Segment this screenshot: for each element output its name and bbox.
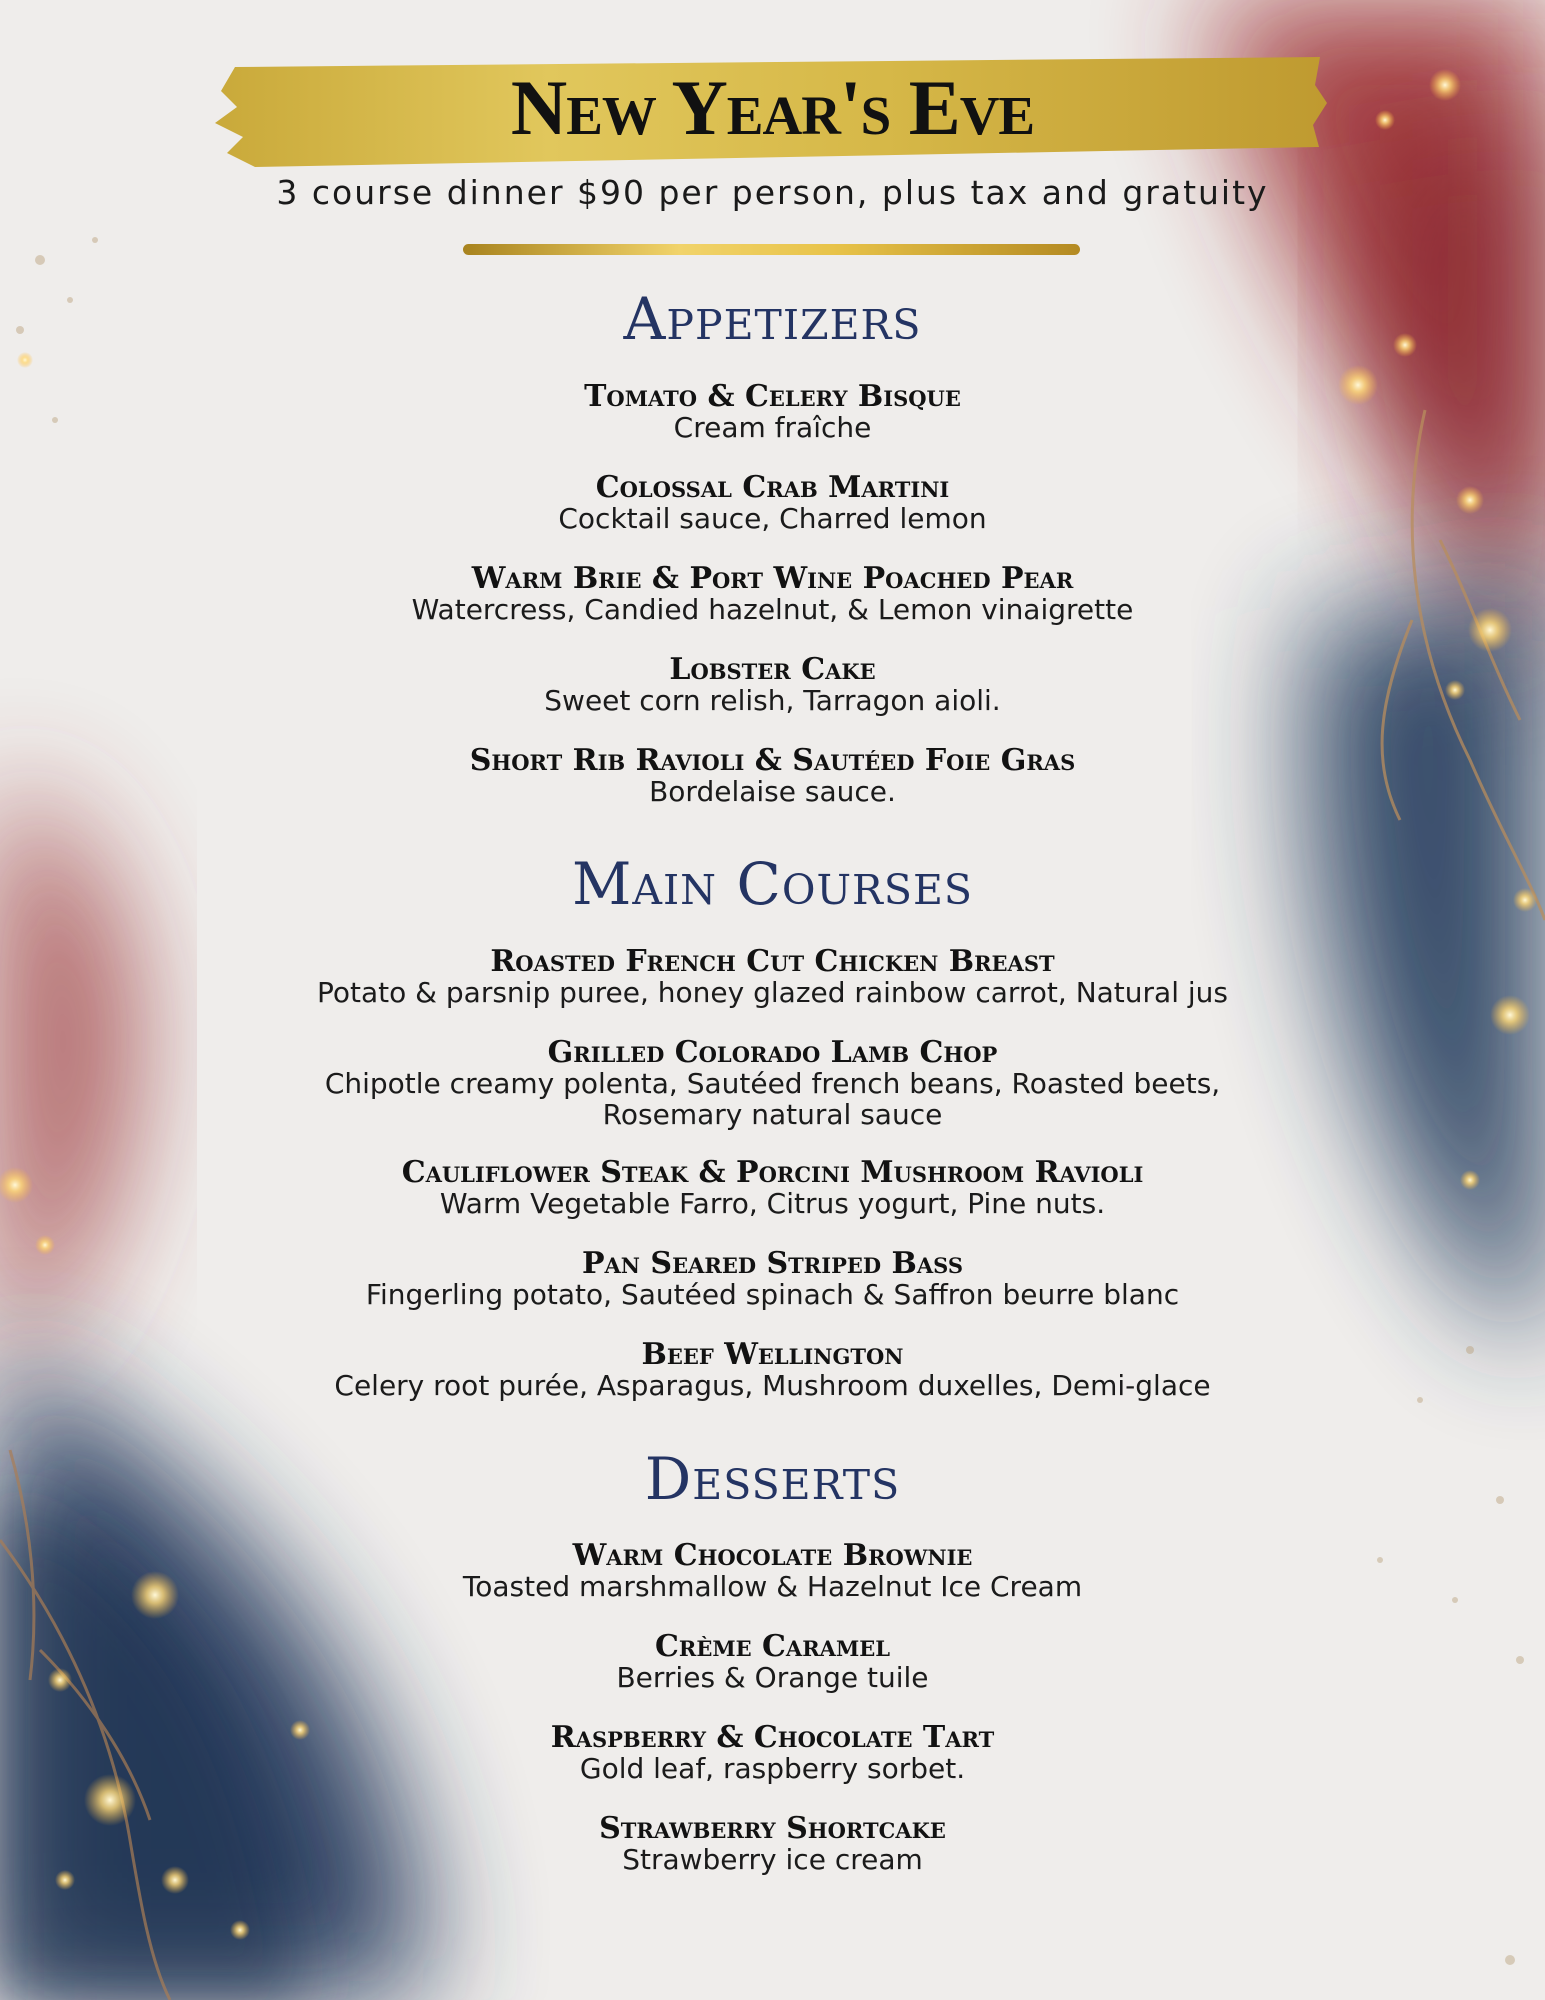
item-name: Strawberry Shortcake [599, 1811, 946, 1846]
item-name: Lobster Cake [669, 652, 876, 687]
item-description: Bordelaise sauce. [649, 775, 896, 808]
item-description: Cocktail sauce, Charred lemon [558, 502, 987, 535]
item-description: Chipotle creamy polenta, Sautéed french beans, Roasted beets, [324, 1067, 1221, 1100]
menu-item [0, 1720, 1545, 1785]
item-description: Fingerling potato, Sautéed spinach & Saffron beurre blanc [365, 1278, 1180, 1311]
item-name: Crème Caramel [655, 1629, 890, 1664]
section-heading-desserts: Desserts [644, 1445, 901, 1513]
title-banner [215, 55, 1330, 170]
gold-divider [463, 244, 1080, 255]
item-name: Short Rib Ravioli & Sautéed Foie Gras [469, 743, 1076, 778]
menu-item [0, 1035, 1545, 1131]
item-description: Gold leaf, raspberry sorbet. [579, 1752, 966, 1785]
page-title: New Year's Eve [510, 64, 1035, 151]
item-name: Tomato & Celery Bisque [584, 379, 961, 414]
item-description: Toasted marshmallow & Hazelnut Ice Cream [462, 1570, 1083, 1603]
menu-item [0, 1629, 1545, 1694]
item-description: Warm Vegetable Farro, Citrus yogurt, Pine nuts. [439, 1187, 1106, 1220]
section-heading-appetizers: Appetizers [623, 285, 922, 353]
menu-item [0, 1246, 1545, 1311]
menu-item [0, 652, 1545, 717]
item-name: Warm Brie & Port Wine Poached Pear [471, 561, 1074, 596]
item-name: Grilled Colorado Lamb Chop [547, 1035, 998, 1070]
price-subtitle: 3 course dinner $90 per person, plus tax and gratuity [276, 173, 1269, 212]
item-description: Strawberry ice cream [622, 1843, 923, 1876]
menu-item [0, 743, 1545, 808]
item-name: Warm Chocolate Brownie [572, 1538, 973, 1573]
menu-item [0, 1538, 1545, 1603]
item-description: Cream fraîche [673, 411, 872, 444]
menu-item [0, 470, 1545, 535]
item-name: Raspberry & Chocolate Tart [550, 1720, 995, 1755]
menu-item [0, 1811, 1545, 1876]
menu-item [0, 944, 1545, 1009]
section-heading-main-courses: Main Courses [571, 850, 974, 918]
item-description: Celery root purée, Asparagus, Mushroom duxelles, Demi-glace [334, 1369, 1211, 1402]
menu-item [0, 1155, 1545, 1220]
menu-item [0, 379, 1545, 444]
item-name: Colossal Crab Martini [595, 470, 950, 505]
item-description: Berries & Orange tuile [616, 1661, 929, 1694]
item-name: Cauliflower Steak & Porcini Mushroom Ravioli [401, 1155, 1144, 1190]
item-description: Watercress, Candied hazelnut, & Lemon vinaigrette [411, 593, 1134, 626]
item-description-line-2: Rosemary natural sauce [602, 1098, 943, 1131]
menu-item [0, 561, 1545, 626]
item-name: Pan Seared Striped Bass [581, 1246, 964, 1281]
item-name: Roasted French Cut Chicken Breast [490, 944, 1055, 979]
item-name: Beef Wellington [641, 1337, 904, 1372]
item-description: Sweet corn relish, Tarragon aioli. [544, 684, 1001, 717]
item-description: Potato & parsnip puree, honey glazed rainbow carrot, Natural jus [317, 976, 1228, 1009]
menu-item [0, 1337, 1545, 1402]
